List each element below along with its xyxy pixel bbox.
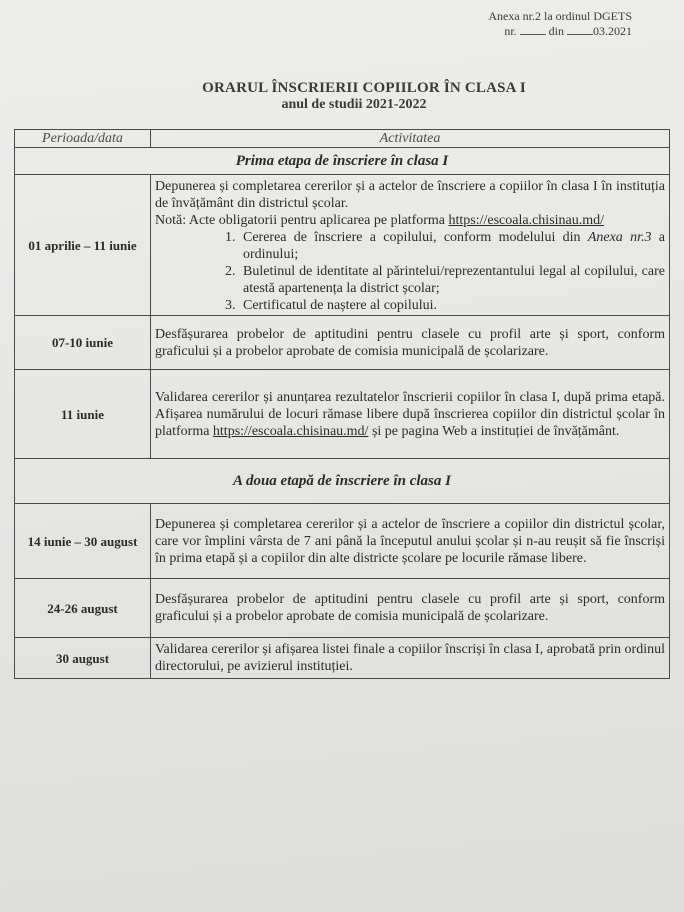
- stage-2-heading: A doua etapă de înscriere în clasa I: [15, 459, 670, 504]
- row-activity: Depunerea și completarea cererilor și a actelor de înscriere a copiilor din districtul școlar, care vor împlini vârsta de 7 ani până la începutul anului școlar și n-au reușit să fie înscriși în prima etapă și a copiilor din alte districte școlare pe locurile rămase libere.: [151, 504, 670, 579]
- activity-text: Validarea cererilor și anunțarea rezultatelor înscrierii copiilor în clasa I, după prima etapă. Afișarea numărului de locuri rămase libere după înscrierea copiilor din districtul școlar în platforma: [155, 389, 665, 439]
- row-activity: Validarea cererilor și afișarea listei finale a copiilor înscriși în clasa I, aprobată prin ordinul directorului, pe avizierul instituției.: [151, 638, 670, 679]
- table-row: [15, 638, 670, 679]
- row-activity: Desfășurarea probelor de aptitudini pentru clasele cu profil arte și sport, conform graficului și a probelor aprobate de comisia municipală de școlarizare.: [151, 579, 670, 638]
- nr-label: nr.: [504, 24, 517, 38]
- stage-1-heading: Prima etapa de înscriere în clasa I: [15, 148, 670, 175]
- required-documents-list: [155, 229, 665, 314]
- table-row: [15, 316, 670, 370]
- row-date: 24-26 august: [15, 579, 151, 638]
- platform-link[interactable]: https://escoala.chisinau.md/: [212, 423, 369, 439]
- item-annex-ref: Anexa nr.3: [587, 230, 652, 245]
- row-date: 11 iunie: [15, 370, 151, 459]
- item-text: Cererea de înscriere a copilului, conform modelului din: [243, 230, 588, 245]
- nr-blank: [520, 24, 546, 35]
- activity-text: Depunerea și completarea cererilor și a actelor de înscriere a copiilor în clasa I în instituția de învățământ din districtul școlar.: [155, 179, 665, 211]
- row-activity: Desfășurarea probelor de aptitudini pentru clasele cu profil arte și sport, conform graficului și a probelor aprobate de comisia municipală de școlarizare.: [151, 316, 670, 370]
- document-title: [0, 80, 684, 113]
- row-date: 14 iunie – 30 august: [15, 504, 151, 579]
- din-blank: [567, 24, 593, 35]
- schedule-table: [14, 129, 670, 679]
- list-item: 2. Buletinul de identitate al părintelui/reprezentantului legal al copilului, care atestă apartenența la district școlar;: [239, 263, 665, 297]
- table-row: [15, 579, 670, 638]
- item-text-end: a ordinului;: [243, 230, 665, 262]
- platform-link[interactable]: https://escoala.chisinau.md/: [448, 213, 605, 228]
- row-date: 01 aprilie – 11 iunie: [15, 175, 151, 316]
- title-main: ORARUL ÎNSCRIERII COPIILOR ÎN CLASA I: [202, 80, 526, 96]
- row-activity: [151, 370, 670, 459]
- header-period: Perioada/data: [15, 130, 151, 148]
- stage-row: [15, 459, 670, 504]
- title-sub: anul de studii 2021-2022: [281, 97, 427, 112]
- activity-text-end: și pe pagina Web a instituției de învățământ.: [368, 423, 620, 439]
- activity-note: [155, 212, 665, 229]
- annex-number-line: [432, 24, 632, 39]
- annex-date: 03.2021: [593, 24, 632, 38]
- list-item: [239, 229, 665, 263]
- table-row: [15, 175, 670, 316]
- annex-line: Anexa nr.2 la ordinul DGETS: [488, 9, 632, 23]
- table-header-row: [15, 130, 670, 148]
- note-prefix: Notă: Acte obligatorii pentru aplicarea pe platforma: [155, 213, 449, 228]
- list-item: 3. Certificatul de naștere al copilului.: [239, 297, 665, 314]
- row-date: 07-10 iunie: [15, 316, 151, 370]
- annex-reference: [432, 9, 632, 39]
- table-row: [15, 370, 670, 459]
- row-activity: [151, 175, 670, 316]
- stage-row: [15, 148, 670, 175]
- row-date: 30 august: [15, 638, 151, 679]
- table-row: [15, 504, 670, 579]
- header-activity: Activitatea: [151, 130, 670, 148]
- din-label: din: [548, 24, 564, 38]
